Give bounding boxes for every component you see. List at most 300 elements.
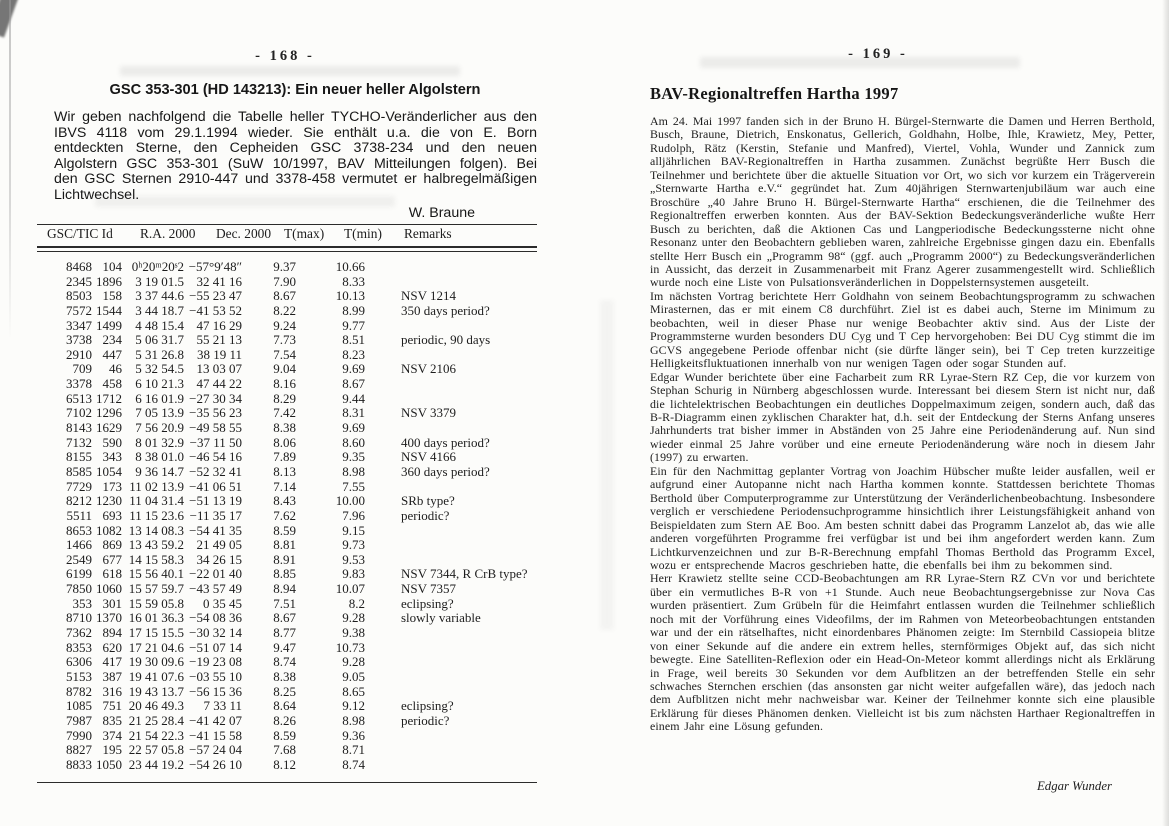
table-cell: 8.25 [273,683,296,699]
table-cell: −30 32 14 [189,625,242,641]
table-cell: 8.16 [273,376,296,392]
table-cell: eclipsing? [401,698,454,714]
table-cell: 618 [102,566,122,582]
right-article-title: BAV-Regionaltreffen Hartha 1997 [650,84,899,103]
table-cell: 8.98 [342,463,365,479]
table-cell: 7 33 11 [203,698,242,714]
table-cell [365,480,537,495]
table-cell: 8.59 [273,727,296,743]
table-cell: 17 21 04.6 [128,639,184,655]
article-paragraph: Ein für den Nachmittag geplanter Vortrag von Joachim Hübscher mußte leider ausfallen, weil er aufgrund einer Autopanne nicht nach Hartha kommen konnte. Stattdessen berichtete Thomas Berthold über Computerprogramme zur Unterstützung der Veränderlichenbeobachtung. Insbesondere verglich er verschiedene Periodensuchprogramme hinsichtlich ihrer Leistungsfähigkeit anhand von Beispieldaten zum Stern AE Boo. Am besten schnitt dabei das Programm Lanzelot ab, das wie alle anderen vorgeführten Programme frei verfügbar ist und bei ihm angefordert werden kann. Zum Lichtkurvenzeichnen und zur B-R-Berechnung empfahl Thomas Berthold das Programm Excel, wozu er entsprechende Macros geschrieben hatte, die ebenfalls bei ihm zu bekommen sind. [650,463,1155,572]
table-cell: 1712 [96,390,122,406]
table-cell: 20 46 49.3 [128,698,184,714]
table-cell [365,641,537,656]
table-cell: NSV 1214 [401,288,457,304]
table-cell: NSV 4166 [401,449,457,465]
table-cell: 8.29 [273,390,296,406]
table-row [37,685,537,700]
table-cell: 1629 [96,420,122,436]
table-cell: 400 days period? [401,434,490,450]
table-cell: 9.83 [342,566,365,582]
table-cell: 8.38 [273,668,296,684]
left-page-number: - 168 - [255,48,315,64]
table-cell: −54 26 10 [189,756,242,772]
table-cell: 8212 [66,493,92,509]
table-cell: −57°9′48″ [188,259,242,274]
table-row [37,260,537,275]
table-cell: 1296 [96,405,122,421]
table-cell: 9.28 [342,610,365,626]
table-cell: 158 [102,288,122,304]
table-cell: 2345 [66,273,92,289]
table-cell: 13 03 07 [196,361,242,377]
table-cell: −27 30 34 [189,390,242,406]
table-cell: −03 55 10 [189,668,242,684]
table-cell: −37 11 50 [189,434,242,450]
table-row [37,319,537,334]
table-cell: 6513 [66,390,92,406]
table-cell: 835 [102,712,122,728]
table-cell: 8.43 [273,493,296,509]
table-cell: 9.35 [342,449,365,465]
table-row [37,729,537,744]
table-cell: 7 56 20.9 [135,420,184,436]
table-cell: 7.96 [342,507,365,523]
table-cell: 7.55 [342,478,365,494]
page-edge-line [9,0,11,340]
table-cell: 8.23 [342,346,365,362]
author-byline: W. Braune [408,205,475,221]
table-cell: 751 [102,698,122,714]
table-cell: 8 38 01.0 [135,449,184,465]
table-cell: 9.73 [342,537,365,553]
table-cell: SRb type? [401,493,455,509]
table-row [37,582,537,597]
table-cell: 1466 [66,537,92,553]
table-cell: 5 06 31.7 [135,332,184,348]
table-cell: 14 15 58.3 [128,551,184,567]
table-cell: 7987 [66,712,92,728]
table-cell: 21 25 28.4 [128,712,184,728]
table-cell [365,758,537,773]
table-cell: 38 19 11 [196,346,242,362]
article-body [650,115,1155,734]
table-cell [365,275,537,290]
table-cell: 677 [102,551,122,567]
table-cell: 8.71 [342,742,365,758]
table-cell: 9.38 [342,625,365,641]
table-cell: 343 [102,449,122,465]
table-cell: 869 [102,537,122,553]
article-paragraph: Am 24. Mai 1997 fanden sich in der Bruno H. Bürgel-Sternwarte die Damen und Herren Berthold, Busch, Braune, Dietrich, Enskonatus, Gellerich, Goldhahn, Holbe, Ihle, Krawietz, Mey, Petter, Rudolph, Rätz (Kerstin, Stefanie und Manfred), Viertel, Vohla, Wunder und Zannick zum alljährlichen BAV-Regionaltreffen in Hartha zusammen. Zunächst begrüßte Herr Busch die Teilnehmer und berichtete über die aktuelle Situation vor Ort, wo sich vor kurzem ein Trägerverein „Sternwarte Hartha e.V.“ gegründet hat. Zum 40jährigen Sternwartenjubiläum war auch eine Broschüre „40 Jahre Bruno H. Bürgel-Sternwarte Hartha“ erschienen, die die Teilnehmer des Regionaltreffen erwerben konnten. Aus der BAV-Sektion Bedeckungsveränderliche wußte Herr Busch zu berichten, daß die Aktionen Cas und Langperiodische Bedeckungssterne nicht ohne Resonanz unter den Beobachtern geblieben waren, zahlreiche Ergebnisse gingen dazu ein. Ebenfalls stellte Herr Busch ein „Programm 98“ (ggf. auch „Programm 2000“) zu Bedeckungsveränderlichen in Aussicht, das derzeit in Zusammenarbeit mit Franz Agerer zusammengestellt wird. Schließlich wurde noch eine Liste von Pulsationsveränderlichen in Doppelsternsystemen ausgeteilt. [650,114,1155,290]
table-cell: 6 10 21.3 [135,376,184,392]
table-cell: 10.07 [335,581,365,597]
table-cell: 9.69 [342,420,365,436]
table-cell: 7990 [66,727,92,743]
table-row [37,670,537,685]
table-cell: 3 44 18.7 [135,302,184,318]
table-cell: 9.44 [342,390,365,406]
table-cell: 1544 [96,302,122,318]
table-row [37,289,537,304]
table-cell: 15 57 59.7 [128,581,184,597]
table-row [37,626,537,641]
table-cell: 7.68 [273,742,296,758]
table-cell: NSV 7344, R CrB type? [401,566,528,582]
table-rule-bottom [37,782,537,783]
table-cell: 32 41 16 [196,273,242,289]
table-cell: 0 35 45 [203,595,242,611]
table-cell: 8.94 [273,581,296,597]
table-cell: −41 53 52 [189,302,242,318]
table-cell: 458 [102,376,122,392]
table-cell: 8 01 32.9 [135,434,184,450]
table-cell: 55 21 13 [196,332,242,348]
table-cell: −51 13 19 [189,493,242,509]
table-cell: 17 15 15.5 [128,625,184,641]
table-row [37,611,537,626]
table-cell: 8782 [66,683,92,699]
table-cell: 1054 [96,463,122,479]
table-cell [365,685,537,700]
table-cell: 6 16 01.9 [135,390,184,406]
table-cell: 34 26 15 [196,551,242,567]
table-cell: −54 08 36 [189,610,242,626]
table-cell: 8.12 [273,756,296,772]
table-row [37,714,537,729]
table-cell [365,729,537,744]
table-row [37,758,537,773]
table-cell [365,655,537,670]
table-cell: 9.15 [342,522,365,538]
table-cell: 9.24 [273,317,296,333]
table-cell: 9.47 [273,639,296,655]
table-row [37,362,537,377]
table-cell: 316 [102,683,122,699]
table-cell: 6306 [66,654,92,670]
table-cell: 8155 [66,449,92,465]
table-header-gsc-tic-id: GSC/TIC Id [47,226,113,241]
table-cell: −51 07 14 [189,639,242,655]
table-cell: 1085 [66,698,92,714]
table-cell: 350 days period? [401,302,490,318]
table-cell: 3 37 44.6 [135,288,184,304]
table-cell: 1370 [96,610,122,626]
table-row [37,377,537,392]
table-header-tmax: T(max) [284,226,325,241]
table-cell [365,260,537,275]
table-row [37,494,537,509]
table-cell: 8710 [66,610,92,626]
table-cell: 8.13 [273,463,296,479]
table-cell: 8.74 [273,654,296,670]
table-cell: 8.64 [273,698,296,714]
table-cell: 3347 [66,317,92,333]
table-cell: 5 32 54.5 [135,361,184,377]
table-row [37,421,537,436]
table-cell: 1499 [96,317,122,333]
table-cell: 47 16 29 [196,317,242,333]
table-cell: 8827 [66,742,92,758]
table-cell: −35 56 23 [189,405,242,421]
table-cell: 387 [102,668,122,684]
table-row [37,450,537,465]
table-cell: −22 01 40 [189,566,242,582]
article-paragraph: Herr Krawietz stellte seine CCD-Beobachtungen am RR Lyrae-Stern RZ CVn vor und berichtete über ein vermutliches B-R von +1 Stunde. Auch neue Beobachtungsergebnisse zur Nova Cas wurden präsentiert. Zum Grübeln für die Heimfahrt entlassen wurden die Teilnehmer schließlich noch mit der Vorführung eines Videofilms, der im Rahmen von Meteorbeobachtungen entstanden war und der ein rätselhaftes, nicht einordenbares Phänomen zeigte: Im Sternbild Cassiopeia blitze von einer Sekunde auf die andere ein extrem helles, sternförmiges Objekt auf, das sich nicht bewegte. Eine Satelliten-Reflexion oder ein Head-On-Meteor kommt allerdings nicht als Erklärung in Frage, weil bereits 30 Sekunden vor dem Aufblitzen an der betreffenden Stelle ein sehr schwaches Sternchen erschien (das ansonsten gar nicht weiter aufgefallen wäre), das jedoch nach dem Aufblitzen nicht mehr nachweisbar war. Keiner der Teilnehmer konnte sich eine plausible Erklärung für dieses Phänomen denken. Vielleicht ist bis zum nächsten Harthaer Regionaltreffen in einem Jahr eine Lösung gefunden. [650,571,1155,734]
table-cell: 620 [102,639,122,655]
table-cell: 21 49 05 [196,537,242,553]
table-cell [365,377,537,392]
table-cell: 46 [109,361,122,377]
table-cell: 1050 [96,756,122,772]
table-cell [365,421,537,436]
author-signature: Edgar Wunder [1036,779,1112,793]
table-row [37,743,537,758]
table-cell: 8.67 [273,610,296,626]
table-row [37,597,537,612]
table-row [37,538,537,553]
table-row [37,567,537,582]
table-cell: 9.77 [342,317,365,333]
table-rule-header-double-upper [37,246,537,248]
table-cell: −57 24 04 [189,742,242,758]
table-cell: −54 41 35 [189,522,242,538]
table-cell: 8503 [66,288,92,304]
table-cell: 5153 [66,668,92,684]
table-cell: −41 42 07 [189,712,242,728]
table-row [37,655,537,670]
table-cell: −55 23 47 [189,288,242,304]
table-cell: 9.05 [342,668,365,684]
table-row [37,333,537,348]
table-cell: −19 23 08 [189,654,242,670]
table-cell: −41 15 58 [189,727,242,743]
table-cell: 7.14 [273,478,296,494]
bleedthrough-ghost-text [600,300,614,630]
table-row [37,392,537,407]
table-cell: 7.42 [273,405,296,421]
table-header-ra: R.A. 2000 [140,226,196,241]
table-header-tmin: T(min) [344,226,382,241]
table-row [37,480,537,495]
table-cell: 8.65 [342,683,365,699]
table-cell: 8143 [66,420,92,436]
table-cell [365,392,537,407]
table-cell: 16 01 36.3 [128,610,184,626]
table-cell: 8.60 [342,434,365,450]
table-cell: 15 59 05.8 [128,595,184,611]
table-cell: periodic? [401,712,450,728]
table-header-remarks: Remarks [404,226,452,241]
table-cell: NSV 3379 [401,405,457,421]
table-row [37,304,537,319]
table-cell [365,743,537,758]
table-cell: 10.73 [335,639,365,655]
table-cell: 8.51 [342,332,365,348]
table-cell: NSV 2106 [401,361,457,377]
table-cell: 8.22 [273,302,296,318]
table-cell: 8.67 [342,376,365,392]
table-cell: 19 30 09.6 [128,654,184,670]
table-cell: −52 32 41 [189,463,242,479]
article-paragraph: Im nächsten Vortrag berichtete Herr Goldhahn von seinem Beobachtungsprogramm zu schwachen Mirasternen, das er mit einem C8 durchführt. Ziel ist es dabei auch, Sterne im Minimum zu beobachten, weil in dieser Phase nur wenige Beobachter aktiv sind. Aus der Liste der Programmsterne wurden besonders DU Cyg und T Cep hervorgehoben: Bei DU Cyg stimmt die im GCVS angegebene Periode offenbar nicht (sie dürfte länger sein), bei T Cep treten kurzzeitige Helligkeitsfluktuationen innerhalb von nur wenigen Tagen oder sogar Stunden auf. [650,288,1155,371]
table-row [37,348,537,363]
table-cell: 9.53 [342,551,365,567]
table-cell: 8468 [66,259,92,274]
table-cell: 7.73 [273,332,296,348]
table-cell: 15 56 40.1 [128,566,184,582]
table-cell: 10.13 [335,288,365,304]
table-cell: 23 44 19.2 [128,756,184,772]
table-cell: 8.98 [342,712,365,728]
table-row [37,509,537,524]
table-body [37,260,537,772]
table-cell: 709 [72,361,92,377]
table-cell: slowly variable [401,610,481,626]
table-cell: 8.31 [342,405,365,421]
table-cell: 8.2 [348,595,365,611]
table-cell: 3738 [66,332,92,348]
table-cell: 11 15 23.6 [129,507,184,523]
table-cell: 11 04 31.4 [129,493,184,509]
table-cell: −56 15 36 [189,683,242,699]
table-cell: 9.69 [342,361,365,377]
table-row [37,553,537,568]
table-cell: 7729 [66,478,92,494]
table-cell: −43 57 49 [189,581,242,597]
table-cell: 104 [102,259,122,274]
table-cell: 0ʰ20ᵐ20ˢ2 [131,259,184,274]
table-cell: 1230 [96,493,122,509]
table-cell [365,524,537,539]
table-cell: 9.04 [273,361,296,377]
table-cell [365,319,537,334]
bleedthrough-ghost-text [120,66,460,76]
table-cell: 4 48 15.4 [135,317,184,333]
table-cell: 6199 [66,566,92,582]
table-cell: 7132 [66,434,92,450]
table-cell: 1896 [96,273,122,289]
table-cell: 47 44 22 [196,376,242,392]
table-cell: 374 [102,727,122,743]
table-cell: 21 54 22.3 [128,727,184,743]
table-cell: 22 57 05.8 [128,742,184,758]
table-row [37,275,537,290]
table-row [37,524,537,539]
table-cell: 10.66 [335,259,365,274]
table-cell: 5 31 26.8 [135,346,184,362]
table-cell [365,348,537,363]
table-cell: 590 [102,434,122,450]
table-cell: 7.54 [273,346,296,362]
table-cell: 13 43 59.2 [128,537,184,553]
table-cell: 8.77 [273,625,296,641]
table-row [37,406,537,421]
table-cell: 8653 [66,522,92,538]
table-cell: 11 02 13.9 [129,478,184,494]
table-cell: 9.28 [342,654,365,670]
table-cell [365,670,537,685]
table-cell: 234 [102,332,122,348]
table-cell: 195 [102,742,122,758]
table-cell: 19 43 13.7 [128,683,184,699]
table-cell: 7.90 [273,273,296,289]
scan-right-edge-shadow [1162,0,1169,826]
table-cell: periodic, 90 days [401,332,491,348]
table-cell: 9.37 [273,259,296,274]
table-cell: 8.81 [273,537,296,553]
table-row [37,641,537,656]
table-cell: 8.06 [273,434,296,450]
table-cell: 8.59 [273,522,296,538]
table-cell: 7.89 [273,449,296,465]
table-cell: 693 [102,507,122,523]
table-cell: −41 06 51 [189,478,242,494]
table-row [37,436,537,451]
table-cell: 10.00 [335,493,365,509]
table-cell: eclipsing? [401,595,454,611]
table-cell: 8.91 [273,551,296,567]
table-cell: 9.12 [342,698,365,714]
table-cell: −46 54 16 [189,449,242,465]
intro-paragraph: Wir geben nachfolgend die Tabelle heller TYCHO-Veränderlicher aus den IBVS 4118 vom 29.1.1994 wieder. Sie enthält u.a. die von E. Born entdeckten Sterne, den Cepheiden GSC 3738-234 und den neuen Algolstern GSC 353-301 (SuW 10/1997, BAV Mitteilungen folgen). Bei den GSC Sternen 2910-447 und 3378-458 vermutet er halbregelmäßigen Lichtwechsel. [54,109,537,203]
table-cell: 5511 [66,507,92,523]
table-row [37,465,537,480]
table-cell: NSV 7357 [401,581,457,597]
table-rule-header-double-lower [37,251,537,252]
table-cell: 2549 [66,551,92,567]
table-cell: 7.62 [273,507,296,523]
table-cell: 447 [102,346,122,362]
table-cell: 8.38 [273,420,296,436]
table-cell [365,538,537,553]
table-cell: 7102 [66,405,92,421]
table-cell [365,553,537,568]
table-cell: 3378 [66,376,92,392]
table-cell: 1082 [96,522,122,538]
table-cell: 7.51 [273,595,296,611]
table-header-dec: Dec. 2000 [216,226,272,241]
table-cell: −49 58 55 [189,420,242,436]
table-cell: 8.74 [342,756,365,772]
table-cell: −11 35 17 [189,507,242,523]
table-cell: 7362 [66,625,92,641]
table-cell: 9.36 [342,727,365,743]
table-cell: 417 [102,654,122,670]
table-cell: 8.67 [273,288,296,304]
table-cell [365,626,537,641]
table-cell: periodic? [401,507,450,523]
right-page-number: - 169 - [848,46,908,62]
table-cell: 19 41 07.6 [128,668,184,684]
table-cell: 8353 [66,639,92,655]
table-cell: 7850 [66,581,92,597]
table-cell: 360 days period? [401,463,490,479]
table-cell: 8.99 [342,302,365,318]
table-cell: 894 [102,625,122,641]
table-cell: 301 [102,595,122,611]
table-row [37,699,537,714]
table-cell: 13 14 08.3 [128,522,184,538]
table-cell: 8.26 [273,712,296,728]
table-cell: 1060 [96,581,122,597]
table-cell: 9 36 14.7 [135,463,184,479]
table-cell: 173 [102,478,122,494]
table-cell: 3 19 01.5 [135,273,184,289]
table-cell: 353 [72,595,92,611]
table-cell: 7 05 13.9 [135,405,184,421]
table-cell: 8.85 [273,566,296,582]
